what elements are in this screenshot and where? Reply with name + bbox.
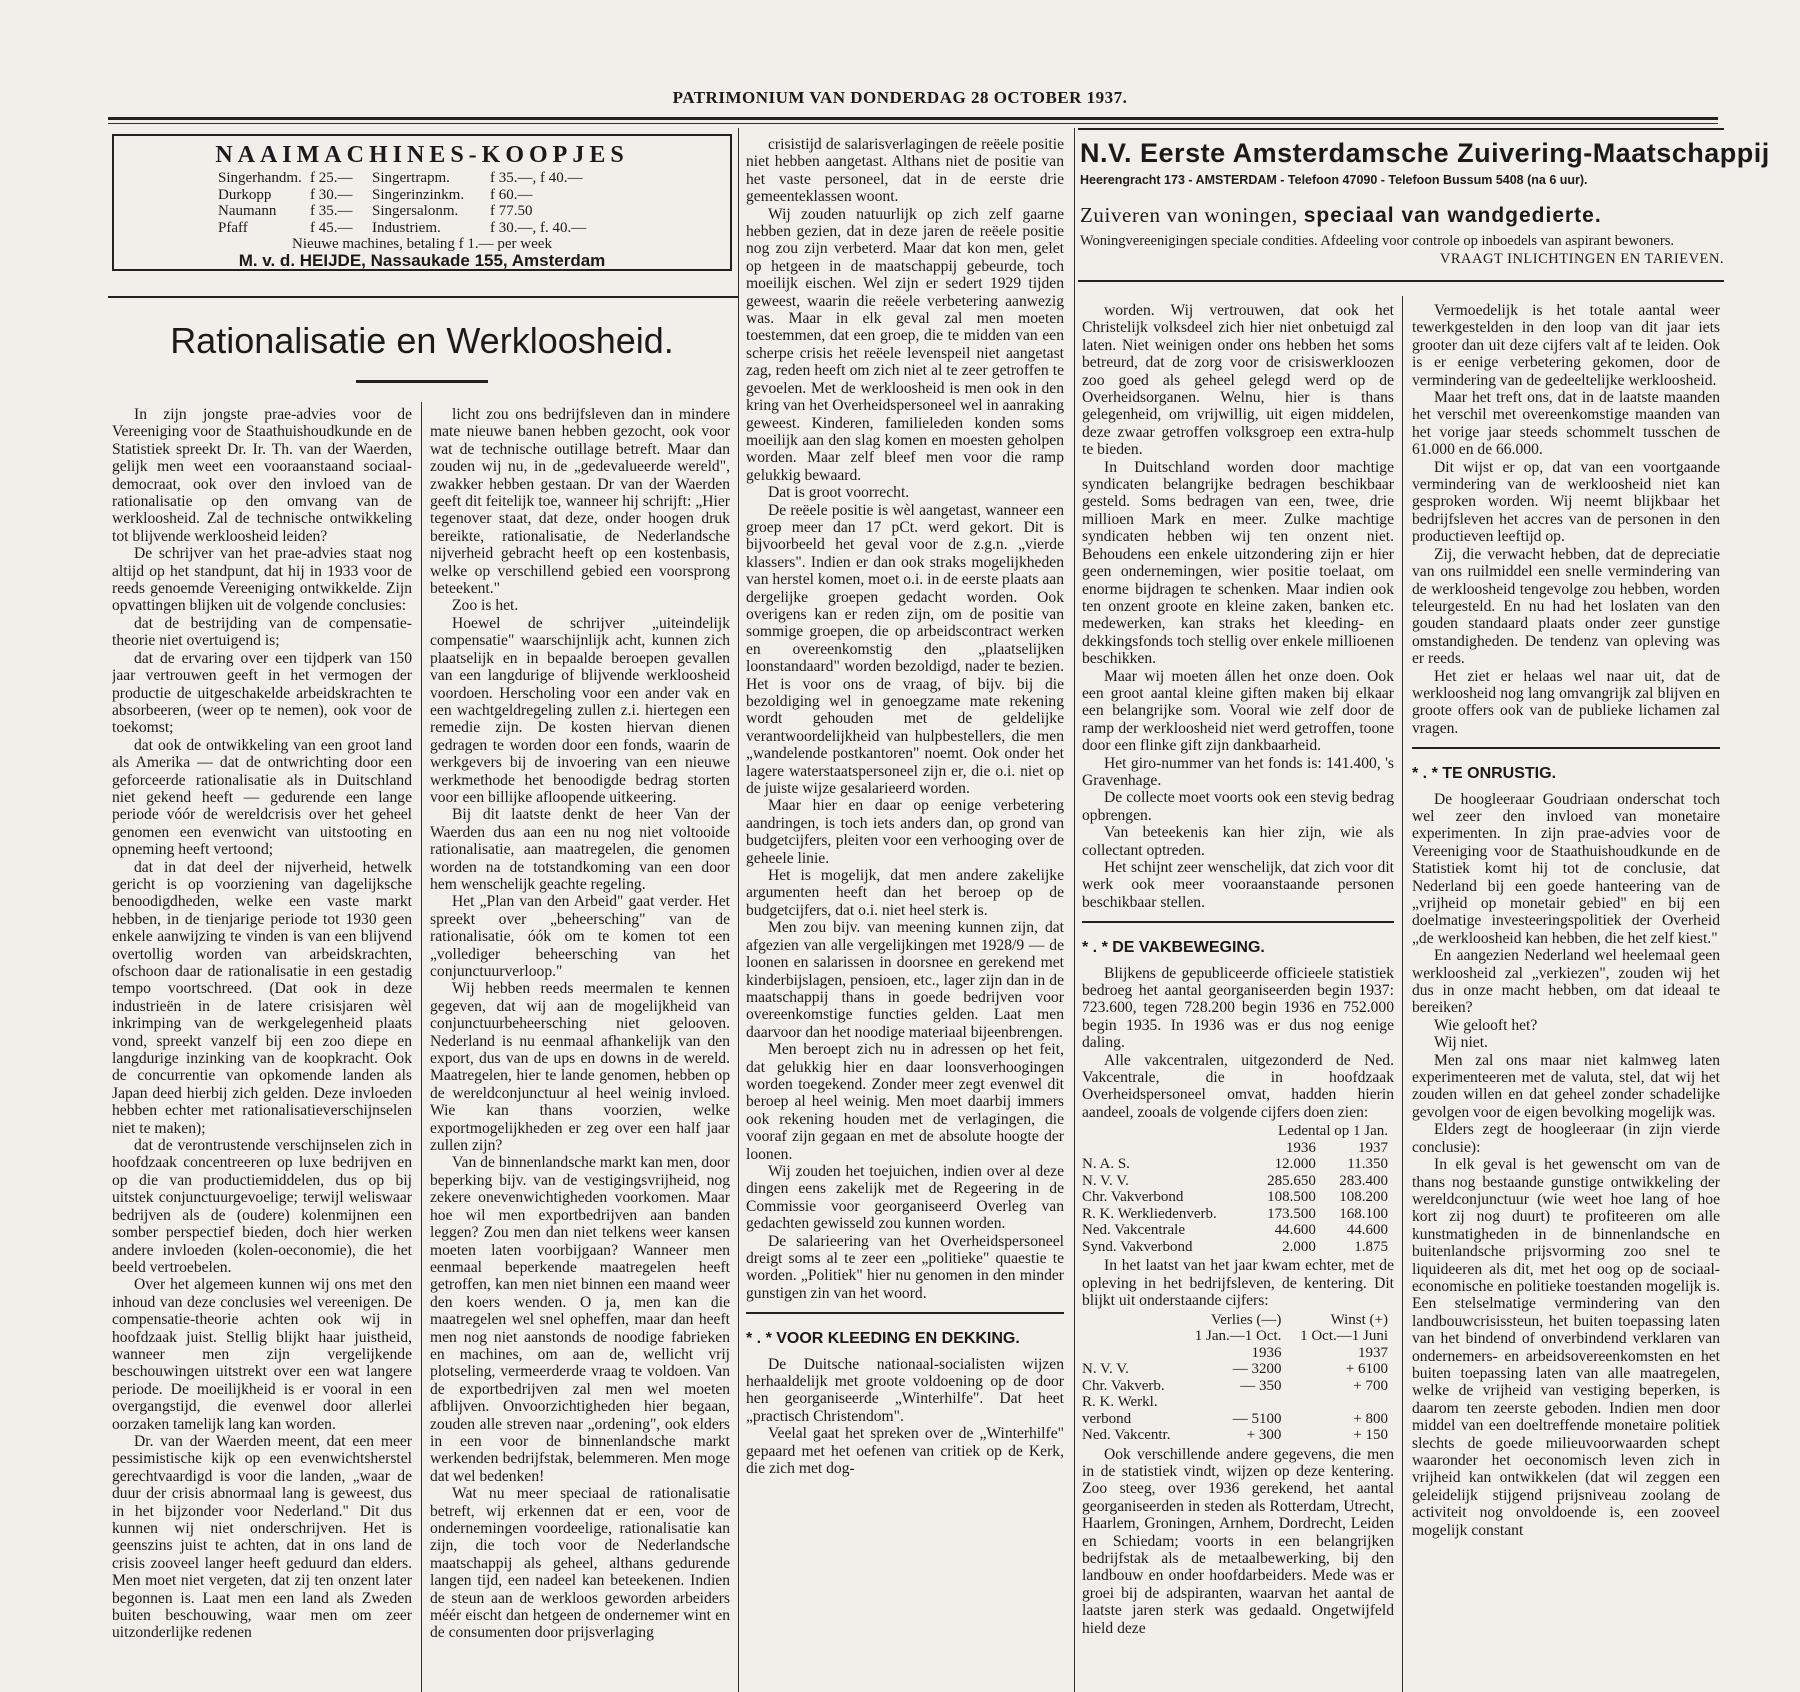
ad-title: NAAIMACHINES-KOOPJES [215, 142, 629, 168]
paragraph: Van beteekenis kan hier zijn, wie als collectant optreden. [1082, 824, 1394, 859]
paragraph: Het giro-nummer van het fonds is: 141.400, 's Gravenhage. [1082, 754, 1394, 789]
paragraph: Zoo is het. [452, 597, 519, 615]
table-header: Winst (+) [1330, 1311, 1388, 1328]
table-row: R. K. Werkliedenverb. 173.500 168.100 [1082, 1205, 1388, 1222]
section-heading: * . * DE VAKBEWEGING. [1082, 939, 1265, 957]
table-year: 1936 [1251, 1344, 1282, 1361]
column-divider-2 [1074, 128, 1075, 1692]
price-row: Pfaff f 45.— Industriem. f 30.—, f. 40.— [218, 219, 587, 236]
article-headline: Rationalisatie en Werkloosheid. [170, 320, 674, 361]
paragraph: Het „Plan van den Arbeid" gaat verder. Het spreekt over „beheersching" van de rationalisatie, óók om te komen tot een „vollediger beheersching van het conjunctuurverloop." [430, 893, 730, 980]
article-column-3 [746, 136, 1064, 1692]
paragraph: Wie gelooft het? [1434, 1016, 1538, 1034]
ad-bottom-rule [108, 296, 738, 298]
table-header: 1 Oct.—1 Juni [1300, 1328, 1388, 1344]
paragraph: dat de bestrijding van de compensatie-theorie niet overtuigend is; [112, 614, 412, 650]
section-rule [1082, 921, 1394, 923]
table-header: 1 Jan.—1 Oct. [1194, 1328, 1282, 1344]
price-list [218, 170, 638, 236]
paragraph: Maar hier en daar op eenige verbetering aandringen, is toch iets anders dan, op grond van budgetcijfers, pleiten voor een verhooging over de geheele linie. [746, 797, 1064, 867]
paragraph: Bij dit laatste denkt de heer Van der Waerden dus aan een nu nog niet voltooide rationalisatie, aan maatregelen, die genomen worden na de totstandkoming van een door hem wenschelijk geachte regeling. [430, 806, 730, 893]
table-row: Synd. Vakverbond 2.000 1.875 [1082, 1238, 1388, 1255]
paragraph: Wij zouden het toejuichen, indien over al deze dingen eens zakelijk met de Regeering in de Commissie voor georganiseerd Overleg van gedachten gewisseld zou kunnen worden. [746, 1162, 1064, 1233]
paragraph: Van de binnenlandsche markt kan men, door beperking bijv. van de vestigingsvrijheid, nog zekere onevenwichtigheden voorkomen. Maar hoe wil men exportbedrijven aan banden leggen? Zou men dan niet telkens weer kansen moeten laten voorbijgaan? Wanneer men eenmaal beperkende maatregelen heeft getroffen, kan men niet binnen een maand weer den koers wenden. O ja, men kan die maatregelen wel snel opheffen, maar dan heeft men nog niet aanstonds de noodige fabrieken en machines, om aan de, wellicht vrij plotseling, vermeerderde vraag te voldoen. Van de exportbedrijven zal men wel moeten afblijven. Onvoorzichtigheden hier begaan, zouden alle streven naar „ordening", ook elders in een voor de binnenlandsche markt werkenden bedrijfstak, belemmeren. Men moge dat wel bedenken! [430, 1154, 730, 1485]
paragraph: Wij hebben reeds meermalen te kennen gegeven, dat wij aan de mogelijkheid van conjunctuurbeheersching niet gelooven. Nederland is nu eenmaal afhankelijk van den export, dus van de ups en downs in de wereld. Maatregelen, hier te lande genomen, hebben op de wereldconjunctuur al heel weinig invloed. Wie kan thans voorzien, welke exportmogelijkheden er zeg over een half jaar zullen zijn? [430, 980, 730, 1155]
ad-note: Nieuwe machines, betaling f 1.— per week [292, 236, 552, 252]
table-row: verbond — 5100 + 800 [1082, 1410, 1388, 1427]
paragraph: Wij zouden natuurlijk op zich zelf gaarne hebben gezien, dat in deze jaren de reëele positie nog zou zijn verbeterd. Maar dat kon men, gelet op hetgeen in de maatschappij gebeurde, toch moeilijk eischen. Wel zijn er sedert 1929 tijden geweest, waarin die reëele verbetering aanwezig was. Maar in elk geval zal men moeten toestemmen, dat een groep, die te midden van een scherpe crisis het reëele levenspeil niet aangetast zag, reden heeft om zich niet al te zeer getroffen te gevoelen. Met de werkloosheid is men ook in den kring van het Overheidspersoneel wel in aanraking geweest. Kinderen, familieleden konden soms moeilijk aan den slag komen en moesten geholpen worden. Maar zelf bleef men voor die ramp gelukkig bewaard. [746, 205, 1064, 484]
ad-address: Heerengracht 173 - AMSTERDAM - Telefoon 47090 - Telefoon Bussum 5408 (na 6 uur). [1080, 173, 1588, 187]
table-row: R. K. Werkl. [1082, 1394, 1158, 1410]
paragraph: In Duitschland worden door machtige syndicaten belangrijke bedragen beschikbaar gesteld. Soms bedragen van een, twee, drie millioen Mark en meer. Zulke machtige syndicaten hebben wij ten onzent niet. Behoudens een enkele uitzondering zijn er hier geen ondernemingen, wier positie toelaat, om enorme bijdragen te schenken. Maar indien ook ten onzent groote en kleine zaken, banken etc. medewerken, kan straks het kleeding- en dekkingsfonds toch stellig over enkele millioenen beschikken. [1082, 458, 1394, 668]
table-row: N. V. V. 285.650 283.400 [1082, 1172, 1388, 1189]
paragraph: Elders zegt de hoogleeraar (in zijn vierde conclusie): [1412, 1121, 1720, 1156]
article-column-2 [430, 406, 730, 1692]
paragraph: Maar wij moeten állen het onze doen. Ook een groot aantal kleine giften maken bij elkaar een belangrijke som. Vooral wie zelf door de ramp der werkloosheid niet werd getroffen, toone door een flinke gift zijn dankbaarheid. [1082, 667, 1394, 755]
ad-address: M. v. d. HEIJDE, Nassaukade 155, Amsterdam [238, 251, 606, 270]
paragraph: Dat is groot voorrecht. [768, 484, 910, 502]
paragraph: dat de verontrustende verschijnselen zich in hoofdzaak concentreeren op luxe bedrijven en op die van productiemiddelen, dus op bij uitstek conjunctuurgevoelige; terwijl weliswaar bedrijven als de (oudere) kolenmijnen een somber perspectief bieden, doch hier werken andere invloeden (kolen-oeconomie), die het beeld vertroebelen. [112, 1137, 412, 1276]
paragraph: Vermoedelijk is het totale aantal weer tewerkgestelden in den loop van dit jaar iets grooter dan uit deze cijfers valt af te leiden. Ook is er eenige verbetering gekomen, door de vermindering van de gedeeltelijke werkloosheid. [1412, 302, 1720, 389]
paragraph: Men beroept zich nu in adressen op het feit, dat gelukkig hier en daar loonsverhoogingen worden toegekend. Zonder meer zegt evenwel dit beroep al heel weinig. Men moet daarbij immers ook rekening houden met de verlagingen, die vooraf zijn gegaan en met de absolute hoogte der loonen. [746, 1041, 1064, 1163]
paragraph: Dr. van der Waerden meent, dat een meer pessimistische kijk op een evenwichtsherstel gerechtvaardigd is voor die landen, „waar de duur der crisis abnormaal lang is geweest, dus in het bijzonder voor Nederland." Dit dus kunnen wij niet onderschrijven. Het is geenszins juist te achten, dat in ons land de crisis zooveel langer heeft geduurd dan elders. Men moet niet vergeten, dat zij ten onzent later begonnen is. Laat men een land als Zweden buiten beschouwing, waar men om zeer uitzonderlijke redenen [112, 1432, 412, 1642]
paragraph: De hoogleeraar Goudriaan onderschat toch wel zeer den invloed van monetaire experimenten. In zijn prae-advies voor de Vereeniging voor de Staathuishoudkunde en de Statistiek komt hij tot de conclusie, dat Nederland bij een goede hanteering van de „vrijheid op monetair gebied" en bij een doelmatige investeeringspolitiek der Overheid „de werkloosheid kan hebben, die het zelf kiest." [1412, 790, 1720, 947]
paragraph: Maar het treft ons, dat in de laatste maanden het verschil met overeenkomstige maanden van het vorige jaar steeds schommelt tusschen de 61.000 en de 66.000. [1412, 389, 1720, 459]
price-row: Durkopp f 30.— Singerinzinkm. f 60.— [218, 186, 533, 203]
paragraph: Wat nu meer speciaal de rationalisatie betreft, wij erkennen dat er een, voor de ondernemingen voordeelige, rationalisatie kan zijn, die toch voor de Nederlandsche maatschappij als geheel, althans gedurende langen tijd, een nadeel kan beteekenen. Indien de steun aan de werkloos geworden arbeiders méér eischt dan hetgeen de ondernemer wint en de consumenten door prijsverlaging [430, 1485, 730, 1642]
ad-naaimachines [112, 134, 732, 271]
paragraph: worden. Wij vertrouwen, dat ook het Christelijk volksdeel zich hier niet onbetuigd zal laten. Niet weinigen onder ons hebben het soms betreurd, dat de zorg voor de crisiswerkloozen zoo goed als geheel gelegd werd op de Overheidsorganen. Welnu, hier is thans gelegenheid, om vrijwillig, uit eigen middelen, deze zwaar getroffen volksgroep een extra-hulp te bieden. [1082, 302, 1394, 459]
paragraph: Blijkens de gepubliceerde officieele statistiek bedroeg het aantal georganiseerden begin 1937: 723.600, tegen 728.200 begin 1936 en 752.000 begin 1935. In 1936 was er dus nog eenige daling. [1082, 964, 1394, 1052]
paragraph: crisistijd de salarisverlagingen de reëele positie niet hebben aangetast. Althans niet de positie van het vaste personeel, dat in de eerste drie gemeenteklassen woont. [746, 136, 1064, 206]
ad-title: N.V. Eerste Amsterdamsche Zuivering-Maatschappij [1080, 138, 1770, 168]
price-row: Naumann f 35.— Singersalonm. f 77.50 [218, 203, 533, 219]
table-row: N. V. V. — 3200 + 6100 [1082, 1361, 1388, 1377]
stats-table [1082, 1312, 1394, 1444]
column-divider-right [1402, 296, 1403, 1692]
paragraph: Het ziet er helaas wel naar uit, dat de werkloosheid nog lang omvangrijk zal blijven en groote offers ook van de publieke lichamen zal vragen. [1412, 667, 1720, 737]
paragraph: Alle vakcentralen, uitgezonderd de Ned. Vakcentrale, die in hoofdzaak Overheidspersoneel omvat, hadden hierin aandeel, zooals de volgende cijfers doen zien: [1082, 1051, 1394, 1121]
masthead-rule [108, 117, 1718, 120]
paragraph: De schrijver van het prae-advies staat nog altijd op het standpunt, dat hij in 1933 voor de reeds genoemde Vereeniging ontwikkelde. Zijn opvattingen blijken uit de volgende conclusies: [112, 545, 412, 615]
section-heading: * . * VOOR KLEEDING EN DEKKING. [746, 1330, 1020, 1348]
price-row: Singerhandm. f 25.— Singertrapm. f 35.—, f 40.— [218, 170, 583, 186]
paragraph: dat in dat deel der nijverheid, hetwelk gericht is op voorziening van dagelijksche benoodigdheden, welke een vaste markt hebben, in de tienjarige periode tot 1930 geen enkele aanwijzing te vinden is van een blijvend overtollig worden van arbeidskrachten, ofschoon daar de rationalisatie in een gestadig tempo voortschreed. (Dat ook in deze industrieën in de latere crisisjaren wèl inkrimping van de werkgelegenheid plaats vond, spreekt vanzelf bij een zoo diepe en langdurige inzinking van de koopkracht. Ook de concurrentie van opkomende landen als Japan deed hierbij zich gelden. Deze invloeden hebben echter met rationalisatieverschijnselen niet te maken); [112, 858, 412, 1137]
article-column-1 [112, 406, 412, 1692]
table-year: 1936 [1285, 1139, 1316, 1156]
paragraph: In elk geval is het gewenscht om van de thans nog bestaande gunstige ontwikkeling der wereldconjunctuur (wie weet hoe lang of hoe kort zij nog duurt) te profiteeren om alle kunstmatigheden in de binnenlandsche en buitenlandsche prijsvorming zoo snel te liquideeren als dit, met het oog op de sociaal-economische en politieke toestanden mogelijk is. Een stelselmatige vermindering van den landbouwcrisissteun, het buiten toepassing laten van het bindend of onverbindend verklaren van ondernemers- en arbeidsovereenkomsten en het buiten toepassing laten van alle maatregelen, welke de vrijheid van vestiging beperken, is daarom ten zeerste geboden. Indien men door middel van een doeltreffende monetaire politiek slechts de goede milieuvoorwaarden schept waaronder het oeconomisch leven zich in vrijheid kan ontwikkelen (dat wil zeggen een geleidelijk stijgend prijsniveau zoolang de activiteit nog onvoldoende is, een zooveel mogelijk constant [1412, 1156, 1720, 1539]
paragraph: In het laatst van het jaar kwam echter, met de opleving in het bedrijfsleven, de kentering. Dit blijkt uit onderstaande cijfers: [1082, 1257, 1394, 1310]
table-year: 1937 [1358, 1139, 1388, 1156]
paragraph: dat de ervaring over een tijdperk van 150 jaar vertrouwen geeft in het vermogen der productie de uitgeschakelde arbeidskrachten te absorbeeren, (weer op te nemen), ook voor de toekomst; [112, 649, 412, 737]
paragraph: Het is mogelijk, dat men andere zakelijke argumenten heeft dan het beroep op de budgetcijfers, dat o.i. niet heel sterk is. [746, 867, 1064, 919]
table-row: Chr. Vakverb. — 350 + 700 [1082, 1377, 1388, 1394]
ad-callout: VRAAGT INLICHTINGEN EN TARIEVEN. [1439, 251, 1724, 267]
paragraph: Veelal gaat het spreken over de „Winterhilfe" gepaard met het oefenen van critiek op de Kerk, die zich met dog- [746, 1425, 1064, 1478]
ad-zuivering [1078, 128, 1770, 282]
article-column-5 [1412, 302, 1720, 1692]
section-rule [746, 1312, 1064, 1314]
ad-conditions: Woningvereenigingen speciale condities. Afdeeling voor controle op inboedels van aspirant bewoners. VRAAGT INLICHTINGEN EN TARIEVEN. [1080, 233, 1724, 267]
paragraph: En aangezien Nederland wel heelemaal geen werkloosheid zal „verkiezen", zouden wij het dus in onze macht hebben, om dat ideaal te bereiken? [1412, 947, 1720, 1017]
table-row: Chr. Vakverbond 108.500 108.200 [1082, 1189, 1388, 1206]
paragraph: De salarieering van het Overheidspersoneel dreigt soms al te zeer een „politieke" quaestie te worden. „Politiek" hier nu genomen in den minder gunstigen zin van het woord. [746, 1232, 1064, 1302]
table-header: Ledental op 1 Jan. [1278, 1123, 1388, 1140]
paragraph: Het schijnt zeer wenschelijk, dat zich voor dit werk ook meer vooraanstaande personen beschikbaar stellen. [1082, 859, 1394, 911]
masthead-rule-thin [108, 123, 1718, 124]
article-column-4 [1082, 302, 1394, 1692]
table-row: N. A. S. 12.000 11.350 [1082, 1156, 1388, 1173]
paragraph: licht zou ons bedrijfsleven dan in mindere mate nieuwe banen hebben gezocht, ook voor wat de technische outillage betreft. Maar dan zouden wij nu, in de „gedevalueerde wereld", zwakker hebben gestaan. Dr van der Waerden geeft dit feitelijk toe, wanneer hij schrijft: „Hier tegenover staat, dat deze, onder hoogen druk bereikte, rationalisatie, de Nederlandsche nijverheid gebracht heeft op een kostenbasis, welke op verschillend gebied een voorsprong beteekent." [430, 406, 730, 598]
stats-table [1082, 1123, 1394, 1255]
paragraph: Men zal ons maar niet kalmweg laten experimenteeren met de valuta, stel, dat wij het zouden willen en dat geheel zonder schadelijke gevolgen voor de eigen bevolking mogelijk was. [1412, 1051, 1720, 1121]
column-divider-left [421, 402, 422, 1692]
ad-slogan: Zuiveren van woningen, speciaal van wandgedierte. [1080, 203, 1602, 227]
headline-rule [356, 380, 488, 383]
paragraph: Zij, die verwacht hebben, dat de depreciatie van ons ruilmiddel een snelle vermindering van de werkloosheid tengevolge zou hebben, worden teleurgesteld. En nu had het loslaten van den gouden standaard plaats onder zeer gunstige omstandigheden. De tendenz van opleving was er reeds. [1412, 545, 1720, 668]
paragraph: Wij niet. [1434, 1034, 1488, 1052]
paragraph: De Duitsche nationaal-socialisten wijzen herhaaldelijk met groote voldoening op de door hen georganiseerde „Winterhilfe". Dat heet „practisch Christendom". [746, 1355, 1064, 1425]
paragraph: Over het algemeen kunnen wij ons met den inhoud van deze conclusies wel vereenigen. De compensatie-theorie achten ook wij in hoofdzaak juist. Stellig blijkt haar juistheid, wanneer men zijn vergelijkende beschouwingen uitstrekt over een wat langere periode. De moeilijkheid is er vooral in een overgangstijd, die evenwel door allerlei oorzaken tamelijk lang kan worden. [112, 1276, 412, 1433]
paragraph: Dit wijst er op, dat van een voortgaande vermindering van de werkloosheid niet kan gesproken worden. Wij neemt blijkbaar het bedrijfsleven het accres van de personen in den productieven leeftijd op. [1412, 458, 1720, 546]
paragraph: Men zou bijv. van meening kunnen zijn, dat afgezien van alle vergelijkingen met 1928/9 — de loonen en salarissen in doorsnee en gerekend met kinderbijslagen, pensioen, etc., lager zijn dan in de maatschappij thans in goede bedrijven voor overeenkomstige functies gelden. Laat men daarvoor dan het noodige materiaal bijeenbrengen. [746, 919, 1064, 1041]
paragraph: De reëele positie is wèl aangetast, wanneer een groep meer dan 17 pCt. werd gekort. Dit is bijvoorbeeld het geval voor de z.g.n. „vierde klassers". Indien er dan ook straks mogelijkheden van herstel komen, moet o.i. in de eerste plaats aan dergelijke groepen gedacht worden. Ook overigens kan er reden zijn, om de positie van sommige groepen, die op arbeidscontract werken en overeenkomstig den „plaatselijken loonstandaard" worden bezoldigd, nader te bezien. Het is voor ons de vraag, of bijv. bij die bezoldiging wel in genoegzame mate rekening wordt gehouden met de geldelijke verantwoordelijkheid van hulpbestellers, die men „wandelende postkantoren" noemt. Ook onder het lagere waterstaatspersoneel zijn er, die o.i. niet op de juiste wijze gesalarieerd worden. [746, 501, 1064, 798]
table-year: 1937 [1358, 1344, 1388, 1361]
section-heading: * . * TE ONRUSTIG. [1412, 765, 1557, 783]
paragraph: Ook verschillende andere gegevens, die men in de statistiek vindt, wijzen op deze kentering. Zoo steeg, over 1936 gerekend, het aantal georganiseerden in steden als Rotterdam, Utrecht, Haarlem, Groningen, Arnhem, Dordrecht, Leiden en Schiedam; voorts in een belangrijken bedrijfstak als de metaalbewerking, bij den landbouw en onder hoofdarbeiders. Mede was er groei bij de adspiranten, waarvan het aantal de laatste jaren sterk was gedaald. Ongetwijfeld hield deze [1082, 1445, 1394, 1637]
paragraph: De collecte moet voorts ook een stevig bedrag opbrengen. [1082, 789, 1394, 824]
paragraph: In zijn jongste prae-advies voor de Vereeniging voor de Staathuishoudkunde en de Statistiek spreekt Dr. Ir. Th. van der Waerden, gelijk men weet een vooraanstaand sociaal-democraat, ook over den invloed van de rationalisatie op den omvang van de werkloosheid. Zal de technische ontwikkeling tot blijvende werkloosheid leiden? [112, 406, 412, 545]
masthead: PATRIMONIUM VAN DONDERDAG 28 OCTOBER 1937. [672, 88, 1128, 107]
table-row: Ned. Vakcentrale 44.600 44.600 [1082, 1222, 1388, 1239]
table-header: Verlies (—) [1211, 1311, 1282, 1328]
paragraph: Hoewel de schrijver „uiteindelijk compensatie" waarschijnlijk acht, kunnen zich plaatselijk en in bepaalde beroepen gevallen van een langdurige of blijvende werkloosheid voordoen. Herscholing voor een ander vak en een wachtgeldregeling zullen z.i. hiertegen een remedie zijn. De kosten hiervan dienen gedragen te worden door een fonds, waarin de werkgevers bij de invoering van een nieuwe werkmethode het benoodigde bedrag storten voor een billijke afloopende uitkeering. [430, 614, 730, 806]
paragraph: dat ook de ontwikkeling van een groot land als Amerika — dat de ontwrichting door een geforceerde rationalisatie als in Duitschland niet gekend heeft — gedurende een lange periode vóór de wereldcrisis over het geheel genomen een evenwicht van uitstooting en opneming heeft vertoond; [112, 736, 412, 859]
section-rule [1412, 747, 1720, 749]
column-divider-1 [738, 128, 739, 1692]
table-row: Ned. Vakcentr. + 300 + 150 [1082, 1427, 1388, 1443]
